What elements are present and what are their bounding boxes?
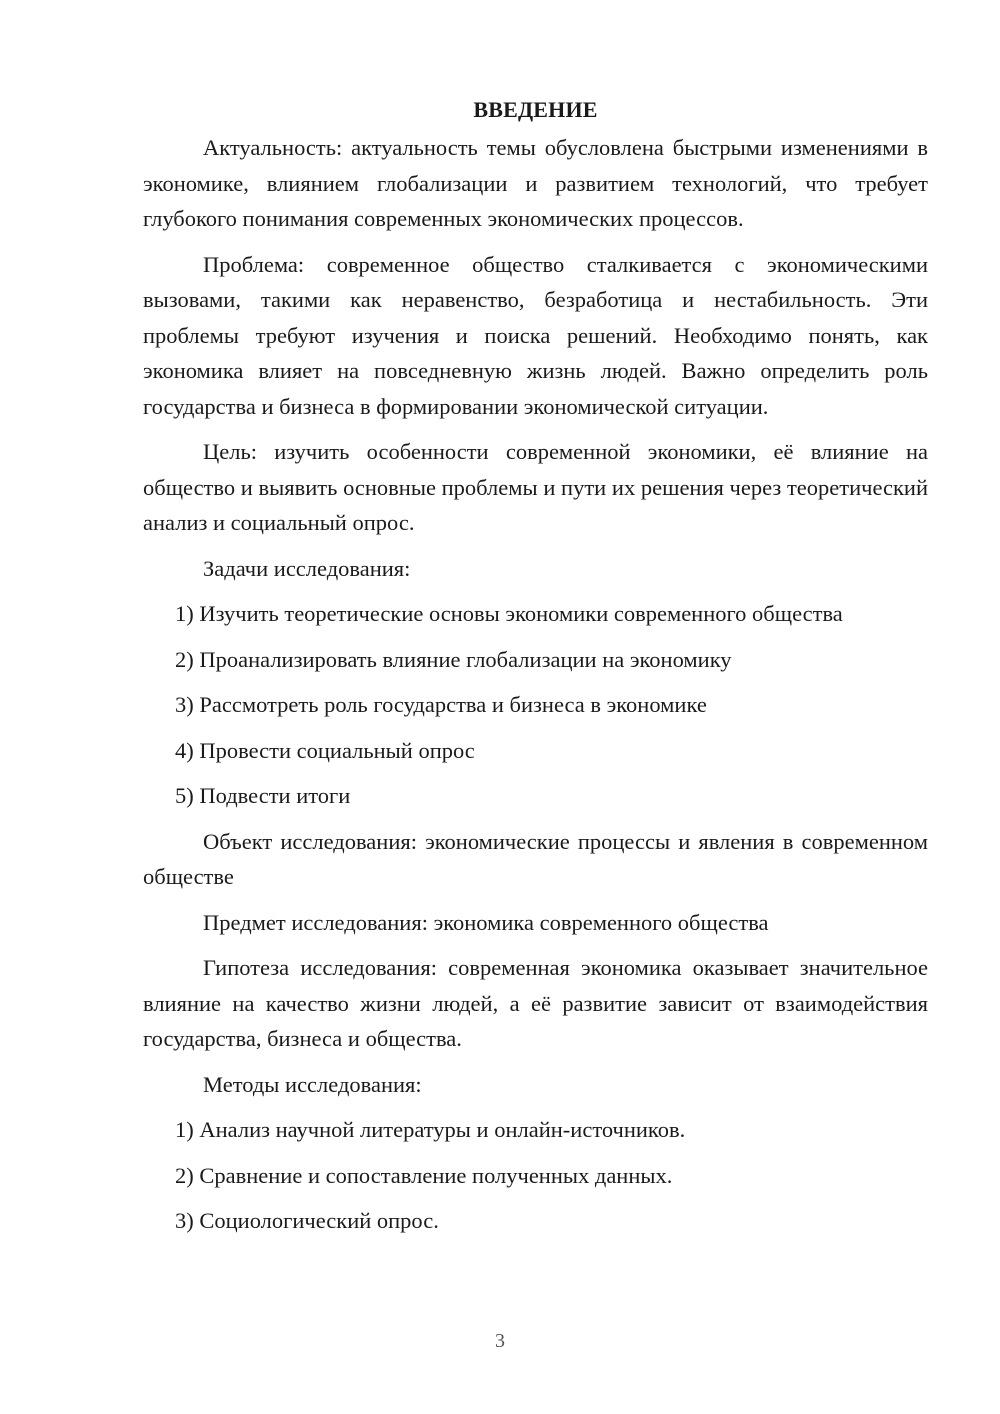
- goal-paragraph: Цель: изучить особенности современной экономики, её влияние на общество и выявить основные проблемы и пути их решения через теоретический анализ и социальный опрос.: [143, 439, 928, 535]
- task-item: 3) Рассмотреть роль государства и бизнеса в экономике: [175, 692, 707, 717]
- methods-list: [143, 1112, 928, 1239]
- tasks-heading: Задачи исследования:: [203, 555, 411, 581]
- method-item: 2) Сравнение и сопоставление полученных данных.: [175, 1162, 673, 1188]
- relevance-paragraph: Актуальность: актуальность темы обусловлена быстрыми изменениями в экономике, влиянием глобализации и развитием технологий, что требует глубокого понимания современных экономических процессов.: [143, 135, 928, 231]
- problem-paragraph: Проблема: современное общество сталкивается с экономическими вызовами, такими как неравенство, безработица и нестабильность. Эти проблемы требуют изучения и поиска решений. Необходимо понять, как экономика влияет на повседневную жизнь людей. Важно определить роль государства и бизнеса в формировании экономической ситуации.: [143, 251, 928, 419]
- section-title: ВВЕДЕНИЕ: [473, 97, 598, 122]
- page-number: 3: [495, 1330, 505, 1352]
- method-item: 1) Анализ научной литературы и онлайн-источников.: [175, 1117, 686, 1142]
- method-item: 3) Социологический опрос.: [175, 1208, 439, 1233]
- task-item: 4) Провести социальный опрос: [175, 737, 475, 763]
- document-page: [143, 92, 928, 1249]
- task-item: 2) Проанализировать влияние глобализации на экономику: [175, 646, 732, 672]
- task-item: 1) Изучить теоретические основы экономики современного общества: [175, 601, 843, 626]
- methods-heading: Методы исследования:: [203, 1071, 422, 1097]
- hypothesis-paragraph: Гипотеза исследования: современная экономика оказывает значительное влияние на качество жизни людей, а её развитие зависит от взаимодействия государства, бизнеса и общества.: [143, 955, 928, 1051]
- task-item: 5) Подвести итоги: [175, 783, 351, 808]
- object-paragraph: Объект исследования: экономические процессы и явления в современном обществе: [143, 828, 928, 889]
- tasks-list: [143, 596, 928, 814]
- subject-paragraph: Предмет исследования: экономика современного общества: [203, 909, 769, 935]
